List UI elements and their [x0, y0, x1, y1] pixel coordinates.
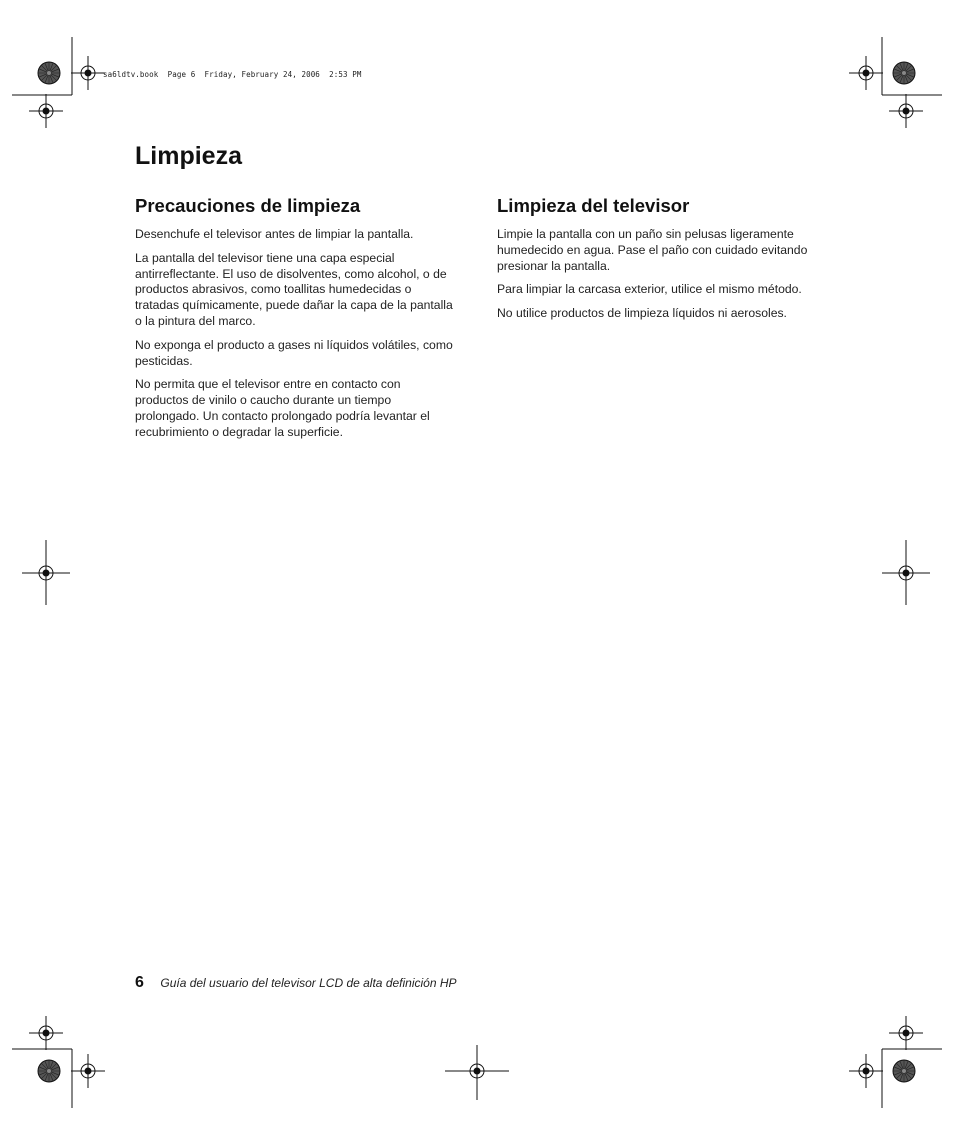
registration-mark-icon: [29, 1016, 63, 1050]
star-target-icon: [893, 62, 915, 84]
paragraph: No permita que el televisor entre en contacto con productos de vinilo o caucho durante un tiempo prolongado. Un contacto prolongado podría levantar el recubrimiento o degradar la superficie.: [135, 377, 430, 439]
star-target-icon: [893, 1060, 915, 1082]
paragraph: No exponga el producto a gases ni líquidos volátiles, como pesticidas.: [135, 337, 453, 368]
print-header: sa6ldtv.book Page 6 Friday, February 24, 2006 2:53 PM: [103, 70, 362, 79]
star-target-icon: [38, 62, 60, 84]
paragraph: La pantalla del televisor tiene una capa especial antirreflectante. El uso de disolventes, como alcohol, o de productos abrasivos, como toallitas humedecidas o tratadas químicamente, puede dañar la capa de la pantalla o la pintura del marco.: [135, 250, 453, 328]
registration-mark-icon: [29, 94, 63, 128]
paragraph: Para limpiar la carcasa exterior, utilice el mismo método.: [497, 282, 802, 297]
section-heading: Precauciones de limpieza: [135, 195, 361, 216]
section-tv-cleaning: [497, 195, 817, 330]
registration-mark-icon: [71, 56, 105, 90]
registration-mark-icon: [889, 1016, 923, 1050]
registration-mark-icon: [849, 1054, 883, 1088]
page-title: Limpieza: [135, 142, 242, 170]
registration-mark-icon: [849, 56, 883, 90]
paragraph: Limpie la pantalla con un paño sin pelusas ligeramente humedecido en agua. Pase el paño con cuidado evitando presionar la pantalla.: [497, 227, 808, 273]
section-cleaning-precautions: [135, 195, 455, 449]
registration-mark-icon: [71, 1054, 105, 1088]
footer-text: Guía del usuario del televisor LCD de alta definición HP: [160, 976, 457, 990]
paragraph: Desenchufe el televisor antes de limpiar la pantalla.: [135, 227, 414, 241]
section-heading: Limpieza del televisor: [497, 195, 690, 216]
edge-tick-lines: [22, 540, 930, 1100]
star-target-icon: [38, 1060, 60, 1082]
page-number: 6: [135, 974, 144, 991]
registration-mark-icon: [889, 94, 923, 128]
page-footer: [135, 974, 457, 992]
paragraph: No utilice productos de limpieza líquidos ni aerosoles.: [497, 306, 787, 321]
